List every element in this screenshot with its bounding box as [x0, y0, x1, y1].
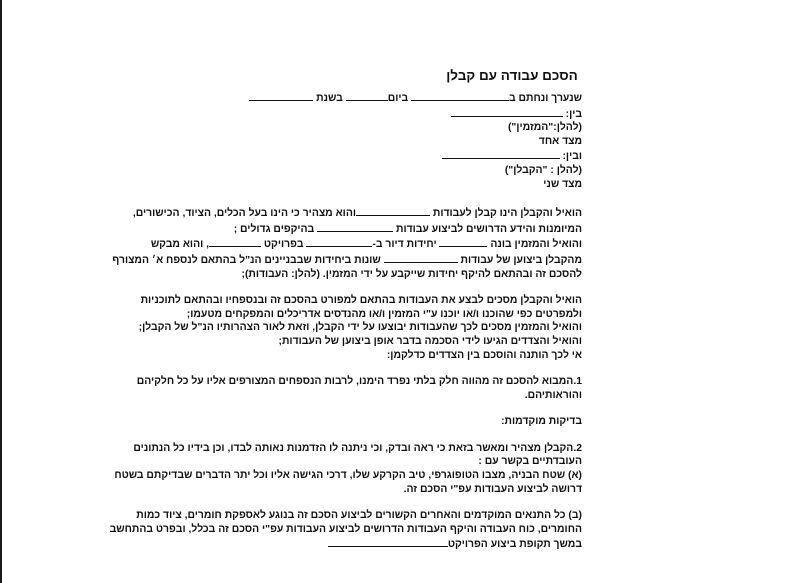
work-type-blank-2[interactable]	[317, 221, 393, 232]
year-blank[interactable]	[249, 90, 313, 101]
clause-2b-line	[130, 536, 582, 552]
and-between-line	[130, 148, 582, 164]
document-page	[2, 0, 798, 583]
recital-text: המיומנות והידע הדרושים לביצוע עבודות	[393, 223, 582, 235]
location-blank[interactable]	[306, 236, 372, 247]
recital-line: אי לכך הותנה והוסכם בין הצדדים כדלקמן:	[386, 349, 582, 361]
party1-hereafter: (להלן:"המזמין")	[507, 122, 582, 134]
recital-line: להסכם זה ובהתאם להיקף יחידות שייקבע על ידי המזמין. (להלן: העבודות);	[241, 268, 582, 280]
signed-line	[130, 90, 582, 106]
clause-2b-line: החומרים, כוח העבודה והיקף העבודות הדרושים לביצוע העבודות עפ"י הסכם זה בכלל, ובפרט בהתחשב	[109, 523, 582, 535]
recital-line	[112, 252, 582, 268]
recital-text: שונות ביחידות שבבניינים הנ"ל בהתאם לנספח א׳ המצורף	[112, 254, 384, 266]
party2-side: מצד שני	[543, 178, 582, 190]
party2-hereafter: (להלן : "הקבלן")	[504, 164, 582, 176]
clause-2-line: דרושה לביצוע העבודות עפ"י הסכם זה.	[403, 483, 582, 495]
between-line	[130, 106, 582, 122]
day-blank[interactable]	[346, 90, 388, 101]
recital-line: הואיל והקבלן מסכים לבצע את העבודות בהתאם למפורט בהסכם זה ובנספחיו ובהתאם לתוכניות	[140, 295, 582, 307]
recital-text: , והוא מבקש	[150, 239, 210, 251]
recital-line	[130, 221, 582, 237]
clause-1-line: והוראותיהם.	[524, 389, 582, 401]
recital-line	[130, 236, 582, 252]
document-title: הסכם עבודה עם קבלן	[446, 68, 578, 83]
project-period-blank[interactable]	[328, 536, 448, 547]
party1-side: מצד אחד	[538, 135, 582, 147]
party1-name-blank[interactable]	[451, 106, 563, 117]
units-count-blank[interactable]	[439, 236, 487, 247]
work-type-blank[interactable]	[356, 205, 430, 216]
and-between-label: ובין:	[562, 151, 582, 163]
clause-2-line: (א) שטח הבניה, מצבו הטופוגרפי, טיב הקרקע שלו, דרכי הגישה אליו וכל יתר הדברים שבדיקתם בשטח	[114, 470, 582, 482]
recital-text: יחידות דיור ב-	[372, 239, 440, 251]
document-body	[109, 0, 582, 552]
recital-text: והואיל והמזמין בונה	[487, 239, 582, 251]
project-blank[interactable]	[209, 236, 261, 247]
recital-line: והואיל והמזמין מסכים לכך שהעבודות יבוצעו על ידי הקבלן, וזאת לאור הצהרותיו הנ"ל של הקבלן;	[138, 322, 582, 334]
clause-2b-line: (ב) כל התנאים המוקדמים והאחרים הקשורים לביצוע הסכם זה בנוגע לאספקת חומרים, ציוד כמות	[136, 510, 582, 522]
recital-text: בהיקפים גדולים ;	[233, 223, 318, 235]
recital-line: ולמפרטים כפי שהוכנו ו/או יוכנו ע"י המזמין ו/או מהנדסים אדריכלים והמפקחים מטעמו;	[186, 308, 582, 320]
day-label: ביום	[387, 93, 409, 104]
recital-text: והוא מצהיר כי הינו בעל הכלים, הציוד, הכישורים,	[132, 208, 356, 220]
signed-prefix: שנערך ונחתם ב	[509, 93, 582, 104]
date-blank[interactable]	[411, 90, 509, 101]
between-label: בין:	[565, 108, 582, 120]
clause-2b-text: במשך תקופת ביצוע הפרויקט	[447, 539, 582, 551]
recital-text: מהקבלן ביצוען של עבודות	[457, 254, 582, 266]
party2-name-blank[interactable]	[442, 148, 560, 159]
recital-line: והואיל והצדדים הגיעו לידי הסכמה בדבר אופן ביצוען של העבודות;	[278, 335, 582, 347]
clause-1-line: 1.המבוא להסכם זה מהווה חלק בלתי נפרד הימנו, לרבות הנספחים המצורפים אליו על כל חלקיהם	[136, 376, 582, 388]
recital-text: בפרויקט	[261, 239, 307, 251]
clause-2-line: 2.הקבלן מצהיר ומאשר בזאת כי ראה ובדק, וכי ניתנה לו הזדמנות נאותה לבדו, וכן בידיו כל הנתונים	[133, 442, 582, 454]
clause-2-line: העובדתיים בקשר עם :	[478, 456, 582, 468]
section-heading: בדיקות מוקדמות:	[501, 416, 582, 428]
recital-text: הואיל והקבלן הינו קבלן לעבודות	[429, 208, 582, 220]
recital-line	[130, 205, 582, 221]
work-type-blank-3[interactable]	[384, 252, 458, 263]
year-label: בשנת	[316, 93, 343, 104]
